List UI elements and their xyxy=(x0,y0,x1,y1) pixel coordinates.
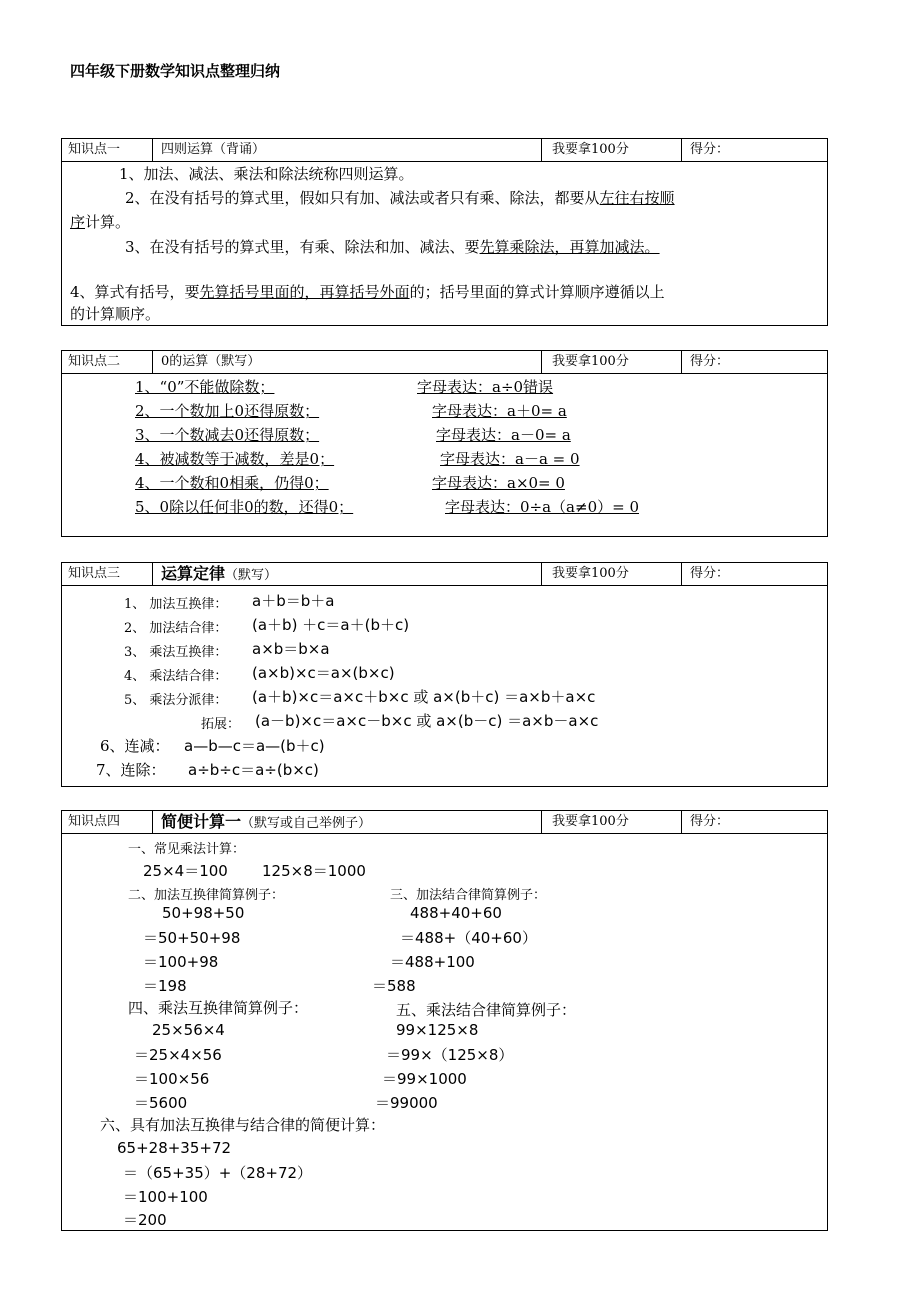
box-header xyxy=(62,351,827,374)
knowledge-number: 知识点四 xyxy=(62,811,153,833)
section-heading: 六、具有加法互换律与结合律的简便计算： xyxy=(100,1116,386,1134)
rule-text: 2、一个数加上0还得原数； xyxy=(135,402,320,420)
calc-line: ＝100×56 xyxy=(134,1070,210,1088)
rule-expr: 字母表达：a÷0错误 xyxy=(417,378,554,396)
box-header xyxy=(62,139,827,162)
law-label: 5、 乘法分派律： xyxy=(124,693,228,708)
knowledge-box-3 xyxy=(61,562,828,787)
calc-line: ＝488+100 xyxy=(390,953,475,971)
knowledge-box-1 xyxy=(61,138,828,326)
rule-expr: 字母表达：0÷a（a≠0）= 0 xyxy=(445,498,639,516)
law-expr: a＋b＝b＋a xyxy=(252,592,335,610)
goal-label: 我要拿100分 xyxy=(542,563,682,585)
knowledge-name: 简便计算一（默写或自己举例子） xyxy=(153,811,542,833)
law-label: 6、连减： xyxy=(100,737,170,755)
rule-text: 4、被减数等于减数，差是0； xyxy=(135,450,335,468)
calc-line: ＝200 xyxy=(123,1211,167,1229)
calc-line: ＝99000 xyxy=(375,1094,438,1112)
law-expr: a—b—c＝a—(b＋c) xyxy=(184,737,325,755)
law-label: 3、 乘法互换律： xyxy=(124,645,228,660)
knowledge-number: 知识点二 xyxy=(62,351,153,373)
calc-line: ＝588 xyxy=(372,977,416,995)
score-label: 得分： xyxy=(690,354,730,369)
section-heading: 三、加法结合律简算例子： xyxy=(390,888,547,903)
law-label: 7、连除： xyxy=(96,761,166,779)
section-heading: 四、乘法互换律简算例子： xyxy=(128,999,309,1017)
law-expr: a×b＝b×a xyxy=(252,640,330,658)
text-line: 的计算顺序。 xyxy=(70,305,161,323)
knowledge-number: 知识点三 xyxy=(62,563,153,585)
law-expr: a÷b÷c＝a÷(b×c) xyxy=(188,761,319,779)
law-expr: (a＋b)×c＝a×c＋b×c 或 a×(b＋c) ＝a×b＋a×c xyxy=(252,688,596,706)
rule-expr: 字母表达：a×0= 0 xyxy=(432,474,565,492)
box-header xyxy=(62,811,827,834)
section-heading: 二、加法互换律简算例子： xyxy=(128,888,285,903)
law-label: 4、 乘法结合律： xyxy=(124,669,228,684)
law-expr: (a－b)×c＝a×c－b×c 或 a×(b－c) ＝a×b－a×c xyxy=(255,712,599,730)
page-title: 四年级下册数学知识点整理归纳 xyxy=(70,62,281,80)
score-label: 得分： xyxy=(690,814,730,829)
calc-line: 65+28+35+72 xyxy=(117,1139,232,1157)
score-label: 得分： xyxy=(690,566,730,581)
law-label: 1、 加法互换律： xyxy=(124,597,228,612)
calc-line: 25×4＝100 xyxy=(143,862,228,880)
rule-expr: 字母表达：a－0= a xyxy=(436,426,571,444)
calc-line: ＝99×（125×8） xyxy=(386,1046,514,1064)
rule-text: 1、“0”不能做除数； xyxy=(135,378,275,396)
law-expr: (a×b)×c＝a×(b×c) xyxy=(252,664,395,682)
calc-line: 25×56×4 xyxy=(152,1021,225,1039)
rule-expr: 字母表达：a－a = 0 xyxy=(440,450,580,468)
text-line: 2、在没有括号的算式里，假如只有加、减法或者只有乘、除法，都要从左往右按顺 xyxy=(125,189,675,207)
section-heading: 一、常见乘法计算： xyxy=(128,842,246,857)
goal-label: 我要拿100分 xyxy=(542,811,682,833)
calc-line: ＝（65+35）+（28+72） xyxy=(123,1164,313,1182)
score-label: 得分： xyxy=(690,142,730,157)
law-label: 2、 加法结合律： xyxy=(124,621,228,636)
box-header xyxy=(62,563,827,586)
calc-line: ＝100+98 xyxy=(143,953,219,971)
knowledge-name: 0的运算（默写） xyxy=(153,351,542,373)
law-expr: (a＋b) ＋c＝a＋(b＋c) xyxy=(252,616,410,634)
law-label: 拓展： xyxy=(201,717,241,732)
text-line: 1、加法、减法、乘法和除法统称四则运算。 xyxy=(119,165,414,183)
knowledge-box-2 xyxy=(61,350,828,537)
knowledge-name: 运算定律（默写） xyxy=(153,563,542,585)
calc-line: ＝198 xyxy=(143,977,187,995)
goal-label: 我要拿100分 xyxy=(542,139,682,161)
rule-expr: 字母表达：a＋0= a xyxy=(432,402,567,420)
calc-line: ＝99×1000 xyxy=(382,1070,467,1088)
rule-text: 3、一个数减去0还得原数； xyxy=(135,426,320,444)
text-line: 4、算式有括号，要先算括号里面的，再算括号外面的；括号里面的算式计算顺序遵循以上 xyxy=(70,283,665,301)
calc-line: ＝5600 xyxy=(134,1094,188,1112)
calc-line: 50+98+50 xyxy=(162,904,245,922)
calc-line: ＝488+（40+60） xyxy=(400,929,537,947)
calc-line: 125×8＝1000 xyxy=(262,862,366,880)
calc-line: ＝25×4×56 xyxy=(134,1046,222,1064)
knowledge-name: 四则运算（背诵） xyxy=(153,139,542,161)
text-line: 3、在没有括号的算式里，有乘、除法和加、减法、要先算乘除法，再算加减法。 xyxy=(125,238,660,256)
knowledge-number: 知识点一 xyxy=(62,139,153,161)
goal-label: 我要拿100分 xyxy=(542,351,682,373)
rule-text: 4、一个数和0相乘，仍得0； xyxy=(135,474,329,492)
calc-line: ＝100+100 xyxy=(123,1188,208,1206)
knowledge-box-4 xyxy=(61,810,828,1231)
calc-line: 488+40+60 xyxy=(410,904,502,922)
section-heading: 五、乘法结合律简算例子： xyxy=(396,1001,577,1019)
calc-line: 99×125×8 xyxy=(396,1021,479,1039)
calc-line: ＝50+50+98 xyxy=(143,929,241,947)
text-line: 序计算。 xyxy=(70,213,131,231)
rule-text: 5、0除以任何非0的数，还得0； xyxy=(135,498,354,516)
